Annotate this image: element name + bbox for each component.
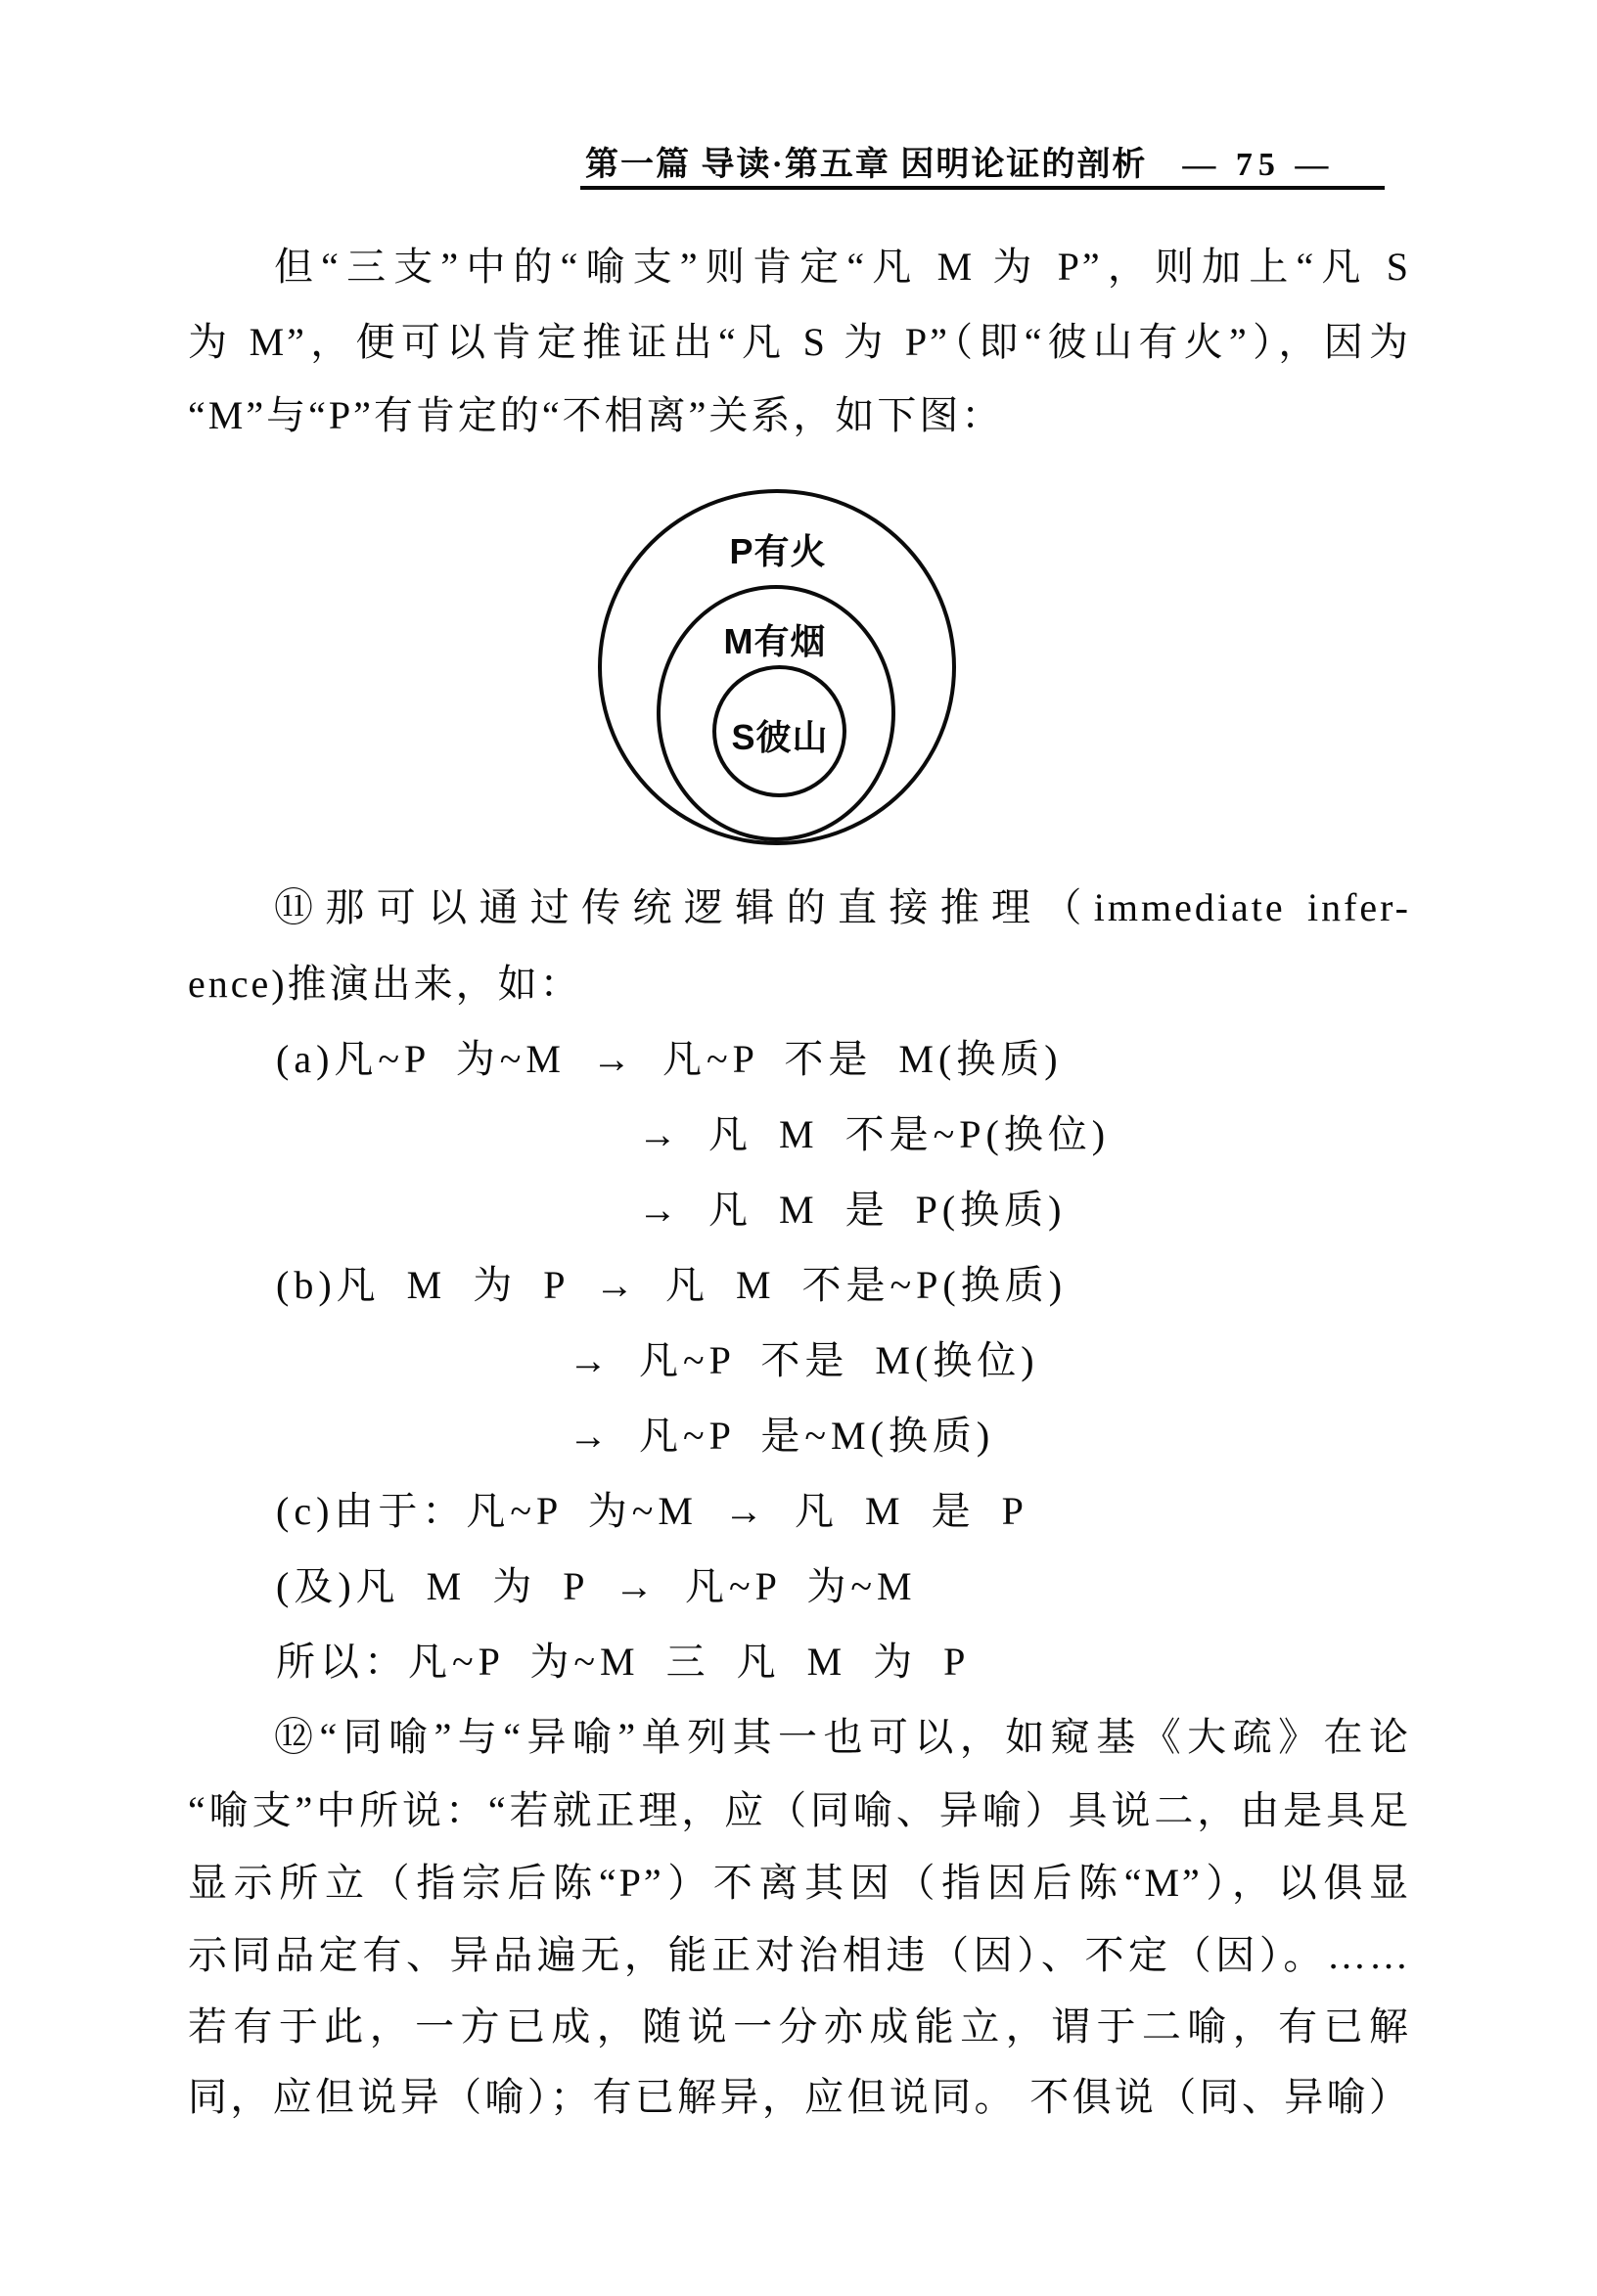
header-rule (580, 186, 1385, 190)
paragraph-line: “喻支”中所说：“若就正理，应（同喻、异喻）具说二，由是具足 (188, 1788, 1411, 1832)
venn-middle-label: M有烟 (723, 621, 827, 661)
header-title: 第一篇 导读·第五章 因明论证的剖析 (585, 147, 1148, 183)
paragraph-line: 但“三支”中的“喻支”则肯定“凡 M 为 P”，则加上“凡 S (274, 245, 1411, 289)
page-header (585, 137, 1334, 185)
paragraph-line: ⑫“同喻”与“异喻”单列其一也可以，如窥基《大疏》在论 (274, 1715, 1411, 1759)
formula-line: → 凡 M 不是~P(换位) (638, 1112, 1111, 1156)
paragraph-line: 若有于此，一方已成，随说一分亦成能立，谓于二喻，有已解 (188, 2004, 1411, 2048)
formula-line: → 凡 M 是 P(换质) (638, 1188, 1067, 1232)
paragraph-line: 示同品定有、异品遍无，能正对治相违（因）、不定（因）。…… (188, 1933, 1411, 1977)
page-number: — 75 — (1182, 147, 1335, 183)
paragraph-line: ⑪那可以通过传统逻辑的直接推理（immediate infer- (274, 885, 1411, 929)
venn-inner-label: S彼山 (731, 717, 829, 757)
formula-line: (b)凡 M 为 P → 凡 M 不是~P(换质) (276, 1263, 1068, 1307)
paragraph-line: ence)推演出来，如： (188, 962, 582, 1006)
formula-line: → 凡~P 不是 M(换位) (569, 1338, 1039, 1382)
formula-line: → 凡~P 是~M(换质) (569, 1414, 995, 1458)
venn-outer-label: P有火 (729, 531, 827, 571)
paragraph-line: 显示所立（指宗后陈“P”）不离其因（指因后陈“M”），以俱显 (188, 1861, 1411, 1905)
paragraph-line: “M”与“P”有肯定的“不相离”关系，如下图： (188, 393, 1004, 437)
paragraph-line: 为 M”，便可以肯定推证出“凡 S 为 P”（即“彼山有火”），因为 (188, 320, 1411, 364)
formula-line: (a)凡~P 为~M → 凡~P 不是 M(换质) (276, 1037, 1063, 1081)
formula-line: (及)凡 M 为 P → 凡~P 为~M (276, 1564, 917, 1608)
formula-line: (c)由于：凡~P 为~M → 凡 M 是 P (276, 1489, 1028, 1533)
paragraph-line: 同，应但说异（喻）；有已解异，应但说同。 不俱说（同、异喻） (188, 2075, 1411, 2119)
formula-line: 所以：凡~P 为~M 三 凡 M 为 P (276, 1640, 971, 1684)
